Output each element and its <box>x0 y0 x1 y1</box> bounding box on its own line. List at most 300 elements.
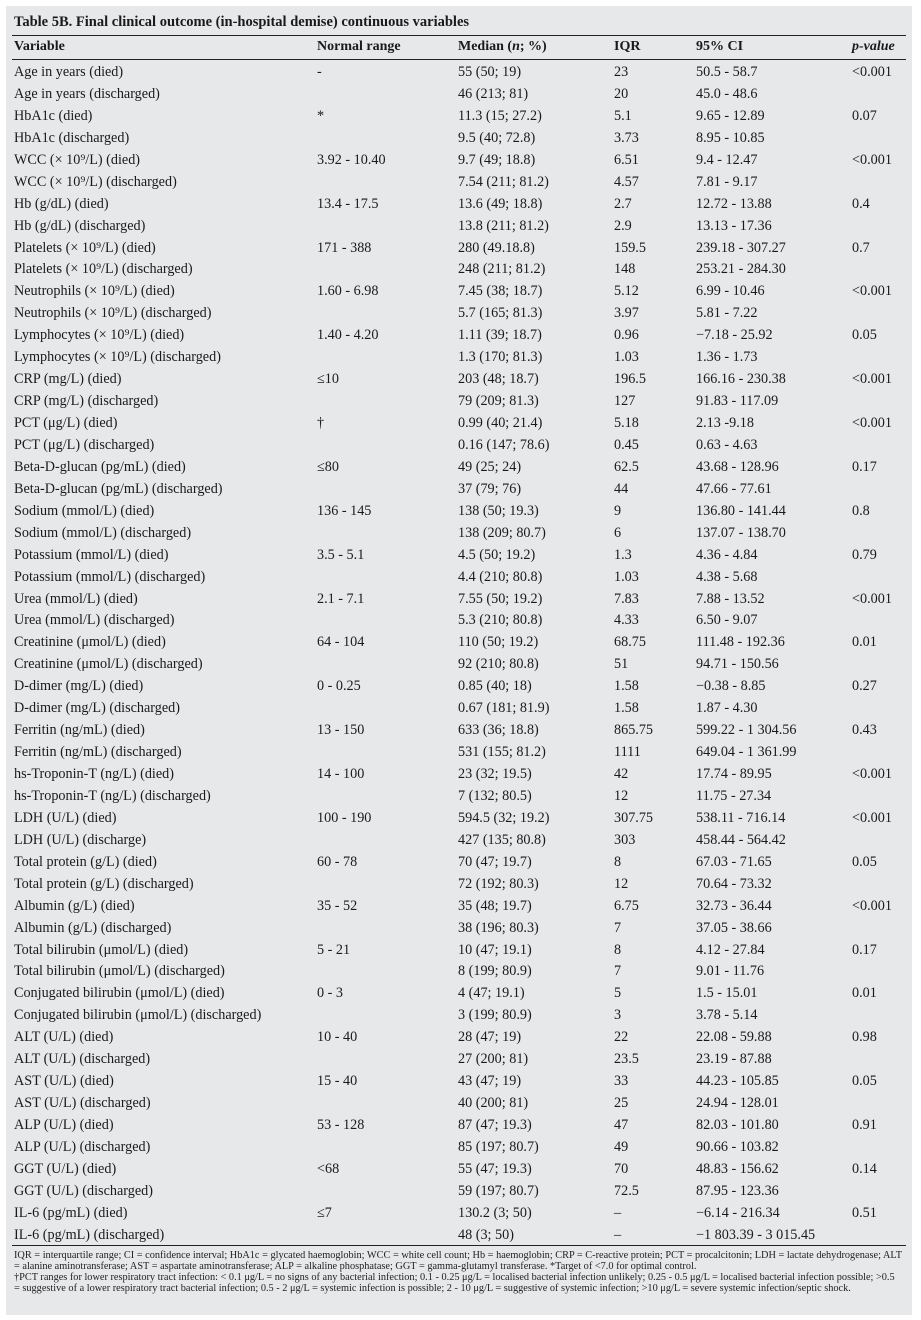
cell-median: 7.54 (211; 81.2) <box>458 173 549 190</box>
cell-variable: D-dimer (mg/L) (discharged) <box>14 700 180 717</box>
cell-iqr: – <box>614 1204 622 1221</box>
cell-median: 55 (50; 19) <box>458 64 522 80</box>
cell-median: 138 (50; 19.3) <box>458 502 539 519</box>
cell-iqr: 4.33 <box>614 612 639 629</box>
cell-iqr: 865.75 <box>614 722 654 739</box>
cell-pvalue: 0.05 <box>852 853 877 870</box>
cell-pvalue: 0.17 <box>852 458 877 475</box>
cell-median: 27 (200; 81) <box>458 1051 529 1068</box>
table-row <box>6 501 912 523</box>
cell-iqr: 1.3 <box>614 546 632 563</box>
table-row <box>6 918 912 940</box>
cell-median: 37 (79; 76) <box>458 480 522 497</box>
cell-iqr: 12 <box>614 787 629 804</box>
cell-iqr: 8 <box>614 941 622 958</box>
footnote-abbreviations: IQR = interquartile range; CI = confidence interval; HbA1c = glycated haemoglobin; WCC = white cell count; Hb = haemoglobin; CRP = C-reactive protein; PCT = procalcitonin; LDH = lactate dehydrogenase; ALT = alanine aminotransferase; AST = aspartate aminotransferase; ALP = alkaline phosphatase; GGT = gamma-glutamyl transferase. *Target of <7.0 for optimal control. <box>14 1250 902 1272</box>
cell-ci: 9.01 - 11.76 <box>696 963 765 980</box>
table-row <box>6 84 912 106</box>
cell-iqr: 0.96 <box>614 327 639 344</box>
cell-median: 1.3 (170; 81.3) <box>458 349 543 366</box>
table-row <box>6 874 912 896</box>
table-row <box>6 676 912 698</box>
cell-median: 48 (3; 50) <box>458 1226 514 1243</box>
cell-iqr: 7 <box>614 963 622 980</box>
cell-variable: Lymphocytes (× 10⁹/L) (discharged) <box>14 349 221 366</box>
cell-iqr: 1.58 <box>614 678 639 695</box>
cell-iqr: 196.5 <box>614 371 646 388</box>
header-ci: 95% CI <box>696 39 744 54</box>
cell-iqr: 0.45 <box>614 436 639 453</box>
table-row <box>6 1225 912 1247</box>
table-row <box>6 435 912 457</box>
cell-median: 633 (36; 18.8) <box>458 722 539 739</box>
cell-median: 9.5 (40; 72.8) <box>458 129 536 146</box>
cell-ci: −6.14 - 216.34 <box>696 1204 780 1221</box>
cell-iqr: 7.83 <box>614 590 639 607</box>
cell-median: 5.7 (165; 81.3) <box>458 305 543 322</box>
cell-variable: Neutrophils (× 10⁹/L) (died) <box>14 283 175 300</box>
cell-normal-range: 5 - 21 <box>317 941 351 958</box>
cell-iqr: 20 <box>614 85 629 102</box>
cell-variable: Neutrophils (× 10⁹/L) (discharged) <box>14 305 212 322</box>
table-row <box>6 1093 912 1115</box>
cell-median: 110 (50; 19.2) <box>458 634 539 651</box>
cell-pvalue: 0.91 <box>852 1117 877 1133</box>
cell-median: 5.3 (210; 80.8) <box>458 612 543 629</box>
cell-normal-range: * <box>317 107 325 124</box>
cell-normal-range: - <box>317 64 322 80</box>
cell-variable: HbA1c (discharged) <box>14 129 130 146</box>
cell-median: 248 (211; 81.2) <box>458 261 546 278</box>
cell-variable: GGT (U/L) (died) <box>14 1160 117 1177</box>
table-row <box>6 720 912 742</box>
cell-iqr: 33 <box>614 1073 629 1090</box>
cell-ci: 9.65 - 12.89 <box>696 107 765 124</box>
cell-pvalue: 0.01 <box>852 634 877 651</box>
cell-variable: Total bilirubin (μmol/L) (discharged) <box>14 963 225 980</box>
cell-variable: Beta-D-glucan (pg/mL) (discharged) <box>14 480 223 497</box>
cell-median: 46 (213; 81) <box>458 85 529 102</box>
cell-iqr: 127 <box>614 393 636 410</box>
cell-median: 13.8 (211; 81.2) <box>458 217 549 234</box>
cell-ci: 24.94 - 128.01 <box>696 1095 779 1112</box>
cell-variable: D-dimer (mg/L) (died) <box>14 678 144 695</box>
cell-median: 531 (155; 81.2) <box>458 744 546 761</box>
cell-median: 8 (199; 80.9) <box>458 963 532 980</box>
cell-variable: Creatinine (μmol/L) (died) <box>14 634 166 651</box>
cell-variable: Ferritin (ng/mL) (died) <box>14 722 145 739</box>
cell-pvalue: 0.14 <box>852 1160 877 1177</box>
cell-variable: Ferritin (ng/mL) (discharged) <box>14 744 182 761</box>
table-title: Table 5B. Final clinical outcome (in-hospital demise) continuous variables <box>14 14 470 30</box>
cell-ci: 23.19 - 87.88 <box>696 1051 772 1068</box>
table-row <box>6 1203 912 1225</box>
cell-iqr: 159.5 <box>614 239 646 256</box>
table-row <box>6 1049 912 1071</box>
table-row <box>6 1027 912 1049</box>
cell-ci: 0.63 - 4.63 <box>696 436 758 453</box>
cell-pvalue: 0.17 <box>852 941 877 958</box>
table-body <box>6 62 912 1247</box>
cell-iqr: 5.18 <box>614 415 639 431</box>
cell-normal-range: ≤80 <box>317 458 339 475</box>
cell-pvalue: 0.05 <box>852 1073 877 1090</box>
cell-normal-range: 53 - 128 <box>317 1117 365 1133</box>
cell-ci: 44.23 - 105.85 <box>696 1073 779 1090</box>
cell-normal-range: <68 <box>317 1160 340 1177</box>
cell-pvalue: <0.001 <box>852 151 892 168</box>
table-footnotes <box>14 1250 902 1294</box>
cell-normal-range: 1.60 - 6.98 <box>317 283 379 300</box>
cell-median: 11.3 (15; 27.2) <box>458 107 542 124</box>
cell-ci: 94.71 - 150.56 <box>696 656 779 673</box>
cell-ci: 7.88 - 13.52 <box>696 590 765 607</box>
cell-median: 0.67 (181; 81.9) <box>458 700 550 717</box>
cell-normal-range: † <box>317 415 325 431</box>
cell-variable: Conjugated bilirubin (μmol/L) (died) <box>14 985 225 1002</box>
table-row <box>6 194 912 216</box>
cell-ci: 91.83 - 117.09 <box>696 393 779 410</box>
cell-variable: Sodium (mmol/L) (died) <box>14 502 155 519</box>
cell-median: 1.11 (39; 18.7) <box>458 327 542 344</box>
cell-ci: 253.21 - 284.30 <box>696 261 786 278</box>
table-row <box>6 106 912 128</box>
cell-median: 9.7 (49; 18.8) <box>458 151 536 168</box>
table-row <box>6 172 912 194</box>
cell-normal-range: ≤10 <box>317 371 339 388</box>
table-row <box>6 1005 912 1027</box>
cell-ci: 70.64 - 73.32 <box>696 875 772 892</box>
cell-ci: 32.73 - 36.44 <box>696 897 772 914</box>
cell-median: 85 (197; 80.7) <box>458 1138 539 1155</box>
cell-pvalue: 0.51 <box>852 1204 877 1221</box>
cell-ci: 9.4 - 12.47 <box>696 151 758 168</box>
cell-median: 55 (47; 19.3) <box>458 1160 532 1177</box>
cell-iqr: 7 <box>614 919 622 936</box>
cell-iqr: 6.51 <box>614 151 639 168</box>
cell-iqr: 3.97 <box>614 305 639 322</box>
cell-variable: ALT (U/L) (discharged) <box>14 1051 151 1068</box>
cell-median: 28 (47; 19) <box>458 1029 522 1046</box>
table-row <box>6 940 912 962</box>
table-row <box>6 896 912 918</box>
cell-pvalue: 0.05 <box>852 327 877 344</box>
cell-variable: ALP (U/L) (died) <box>14 1117 114 1133</box>
cell-ci: 239.18 - 307.27 <box>696 239 786 256</box>
cell-median: 87 (47; 19.3) <box>458 1117 532 1133</box>
cell-ci: 47.66 - 77.61 <box>696 480 772 497</box>
table-row <box>6 1159 912 1181</box>
cell-normal-range: 0 - 3 <box>317 985 344 1002</box>
cell-ci: −7.18 - 25.92 <box>696 327 773 344</box>
table-row <box>6 1181 912 1203</box>
cell-variable: LDH (U/L) (discharge) <box>14 831 147 848</box>
cell-ci: 90.66 - 103.82 <box>696 1138 779 1155</box>
cell-ci: −1 803.39 - 3 015.45 <box>696 1226 816 1243</box>
cell-ci: 4.12 - 27.84 <box>696 941 765 958</box>
cell-ci: 3.78 - 5.14 <box>696 1007 758 1024</box>
cell-pvalue: <0.001 <box>852 371 892 388</box>
table-row <box>6 830 912 852</box>
cell-normal-range: 60 - 78 <box>317 853 358 870</box>
table-row <box>6 1137 912 1159</box>
cell-variable: WCC (× 10⁹/L) (discharged) <box>14 173 177 190</box>
cell-iqr: 23.5 <box>614 1051 639 1068</box>
cell-median: 427 (135; 80.8) <box>458 831 546 848</box>
cell-ci: 4.38 - 5.68 <box>696 568 758 585</box>
cell-iqr: 5.12 <box>614 283 639 300</box>
header-variable: Variable <box>14 39 65 54</box>
table-row <box>6 589 912 611</box>
table-row <box>6 62 912 84</box>
cell-variable: Age in years (died) <box>14 64 124 80</box>
cell-median: 38 (196; 80.3) <box>458 919 539 936</box>
table-row <box>6 150 912 172</box>
cell-median: 0.99 (40; 21.4) <box>458 415 543 431</box>
cell-median: 0.85 (40; 18) <box>458 678 532 695</box>
cell-median: 13.6 (49; 18.8) <box>458 195 543 212</box>
cell-ci: 2.13 -9.18 <box>696 415 754 431</box>
cell-normal-range: 13.4 - 17.5 <box>317 195 379 212</box>
cell-normal-range: 15 - 40 <box>317 1073 358 1090</box>
cell-iqr: 307.75 <box>614 809 654 826</box>
table-row <box>6 1115 912 1137</box>
table-row <box>6 216 912 238</box>
cell-pvalue: <0.001 <box>852 283 892 300</box>
table-row <box>6 413 912 435</box>
cell-ci: 136.80 - 141.44 <box>696 502 786 519</box>
cell-iqr: 3 <box>614 1007 622 1024</box>
cell-ci: 13.13 - 17.36 <box>696 217 772 234</box>
table-row <box>6 457 912 479</box>
cell-variable: PCT (μg/L) (discharged) <box>14 436 155 453</box>
cell-median: 4 (47; 19.1) <box>458 985 525 1002</box>
cell-variable: Total protein (g/L) (died) <box>14 853 157 870</box>
cell-median: 0.16 (147; 78.6) <box>458 436 550 453</box>
table-row <box>6 391 912 413</box>
cell-iqr: 6.75 <box>614 897 639 914</box>
cell-iqr: 148 <box>614 261 636 278</box>
cell-iqr: 9 <box>614 502 622 519</box>
cell-ci: 37.05 - 38.66 <box>696 919 772 936</box>
cell-normal-range: 13 - 150 <box>317 722 365 739</box>
cell-median: 43 (47; 19) <box>458 1073 522 1090</box>
cell-median: 138 (209; 80.7) <box>458 524 546 541</box>
cell-median: 7.55 (50; 19.2) <box>458 590 543 607</box>
cell-variable: Albumin (g/L) (died) <box>14 897 135 914</box>
cell-pvalue: 0.27 <box>852 678 877 695</box>
table-row <box>6 654 912 676</box>
cell-variable: IL-6 (pg/mL) (died) <box>14 1204 128 1221</box>
cell-ci: 458.44 - 564.42 <box>696 831 786 848</box>
table-row <box>6 632 912 654</box>
cell-variable: PCT (μg/L) (died) <box>14 415 118 431</box>
cell-variable: Conjugated bilirubin (μmol/L) (discharged) <box>14 1007 262 1024</box>
cell-median: 10 (47; 19.1) <box>458 941 532 958</box>
table-row <box>6 698 912 720</box>
cell-iqr: 44 <box>614 480 629 497</box>
cell-normal-range: 14 - 100 <box>317 766 365 782</box>
cell-iqr: 2.9 <box>614 217 632 234</box>
cell-variable: HbA1c (died) <box>14 107 93 124</box>
cell-variable: WCC (× 10⁹/L) (died) <box>14 151 141 168</box>
cell-variable: LDH (U/L) (died) <box>14 809 117 826</box>
cell-pvalue: 0.98 <box>852 1029 877 1046</box>
cell-variable: AST (U/L) (died) <box>14 1073 114 1090</box>
cell-iqr: – <box>614 1226 622 1243</box>
cell-ci: 67.03 - 71.65 <box>696 853 772 870</box>
cell-median: 72 (192; 80.3) <box>458 875 539 892</box>
cell-variable: AST (U/L) (discharged) <box>14 1095 151 1112</box>
cell-variable: Potassium (mmol/L) (died) <box>14 546 169 563</box>
cell-variable: Platelets (× 10⁹/L) (died) <box>14 239 156 256</box>
cell-ci: 111.48 - 192.36 <box>696 634 785 651</box>
table-row <box>6 128 912 150</box>
cell-normal-range: 136 - 145 <box>317 502 372 519</box>
cell-iqr: 2.7 <box>614 195 632 212</box>
cell-ci: 1.5 - 15.01 <box>696 985 758 1002</box>
cell-variable: IL-6 (pg/mL) (discharged) <box>14 1226 165 1243</box>
cell-variable: Hb (g/dL) (discharged) <box>14 217 146 234</box>
cell-normal-range: 3.5 - 5.1 <box>317 546 365 563</box>
cell-variable: CRP (mg/L) (discharged) <box>14 393 159 410</box>
cell-pvalue: 0.01 <box>852 985 877 1002</box>
cell-ci: 1.87 - 4.30 <box>696 700 758 717</box>
cell-ci: 50.5 - 58.7 <box>696 64 758 80</box>
table-row <box>6 786 912 808</box>
cell-ci: 5.81 - 7.22 <box>696 305 758 322</box>
cell-iqr: 1.03 <box>614 568 639 585</box>
cell-iqr: 6 <box>614 524 622 541</box>
table-row <box>6 281 912 303</box>
cell-variable: Urea (mmol/L) (discharged) <box>14 612 175 629</box>
cell-variable: ALP (U/L) (discharged) <box>14 1138 151 1155</box>
cell-iqr: 72.5 <box>614 1182 639 1199</box>
cell-pvalue: <0.001 <box>852 590 892 607</box>
table-panel <box>6 6 912 1315</box>
cell-iqr: 25 <box>614 1095 629 1112</box>
cell-ci: −0.38 - 8.85 <box>696 678 766 695</box>
header-iqr: IQR <box>614 39 641 54</box>
cell-normal-range: 2.1 - 7.1 <box>317 590 365 607</box>
cell-iqr: 303 <box>614 831 636 848</box>
cell-normal-range: 100 - 190 <box>317 809 372 826</box>
table-row <box>6 567 912 589</box>
bottom-rule <box>12 1245 906 1246</box>
cell-median: 7.45 (38; 18.7) <box>458 283 543 300</box>
table-row <box>6 523 912 545</box>
cell-iqr: 8 <box>614 853 622 870</box>
cell-ci: 82.03 - 101.80 <box>696 1117 779 1133</box>
cell-variable: Platelets (× 10⁹/L) (discharged) <box>14 261 193 278</box>
cell-median: 35 (48; 19.7) <box>458 897 532 914</box>
cell-median: 92 (210; 80.8) <box>458 656 539 673</box>
cell-ci: 22.08 - 59.88 <box>696 1029 772 1046</box>
table-row <box>6 983 912 1005</box>
cell-iqr: 70 <box>614 1160 629 1177</box>
cell-ci: 7.81 - 9.17 <box>696 173 758 190</box>
table-row <box>6 742 912 764</box>
cell-ci: 137.07 - 138.70 <box>696 524 786 541</box>
cell-ci: 43.68 - 128.96 <box>696 458 779 475</box>
top-rule <box>12 35 906 36</box>
cell-iqr: 47 <box>614 1117 629 1133</box>
cell-iqr: 22 <box>614 1029 629 1046</box>
cell-pvalue: 0.7 <box>852 239 870 256</box>
cell-pvalue: <0.001 <box>852 766 892 782</box>
cell-ci: 8.95 - 10.85 <box>696 129 765 146</box>
table-row <box>6 545 912 567</box>
cell-ci: 11.75 - 27.34 <box>696 787 772 804</box>
cell-iqr: 51 <box>614 656 629 673</box>
table-row <box>6 764 912 786</box>
cell-variable: hs-Troponin-T (ng/L) (discharged) <box>14 787 211 804</box>
cell-variable: Total protein (g/L) (discharged) <box>14 875 194 892</box>
cell-variable: Beta-D-glucan (pg/mL) (died) <box>14 458 186 475</box>
cell-pvalue: <0.001 <box>852 897 892 914</box>
cell-variable: Age in years (discharged) <box>14 85 160 102</box>
cell-iqr: 62.5 <box>614 458 639 475</box>
table-row <box>6 852 912 874</box>
cell-iqr: 23 <box>614 64 629 80</box>
cell-median: 59 (197; 80.7) <box>458 1182 539 1199</box>
table-row <box>6 325 912 347</box>
cell-variable: Potassium (mmol/L) (discharged) <box>14 568 206 585</box>
cell-variable: Sodium (mmol/L) (discharged) <box>14 524 192 541</box>
cell-variable: ALT (U/L) (died) <box>14 1029 114 1046</box>
cell-variable: Lymphocytes (× 10⁹/L) (died) <box>14 327 185 344</box>
cell-ci: 17.74 - 89.95 <box>696 766 772 782</box>
cell-median: 4.5 (50; 19.2) <box>458 546 536 563</box>
cell-median: 23 (32; 19.5) <box>458 766 532 782</box>
cell-iqr: 1111 <box>614 744 641 761</box>
cell-iqr: 42 <box>614 766 629 782</box>
cell-median: 49 (25; 24) <box>458 458 522 475</box>
cell-median: 7 (132; 80.5) <box>458 787 532 804</box>
cell-ci: 166.16 - 230.38 <box>696 371 786 388</box>
cell-ci: 538.11 - 716.14 <box>696 809 786 826</box>
cell-variable: hs-Troponin-T (ng/L) (died) <box>14 766 174 782</box>
cell-ci: 45.0 - 48.6 <box>696 85 758 102</box>
cell-normal-range: 35 - 52 <box>317 897 358 914</box>
cell-ci: 12.72 - 13.88 <box>696 195 772 212</box>
cell-ci: 48.83 - 156.62 <box>696 1160 779 1177</box>
table-header-row <box>6 37 912 57</box>
cell-ci: 6.50 - 9.07 <box>696 612 758 629</box>
cell-ci: 649.04 - 1 361.99 <box>696 744 797 761</box>
cell-pvalue: 0.4 <box>852 195 870 212</box>
cell-iqr: 49 <box>614 1138 629 1155</box>
table-row <box>6 610 912 632</box>
cell-median: 40 (200; 81) <box>458 1095 529 1112</box>
cell-normal-range: 3.92 - 10.40 <box>317 151 386 168</box>
cell-normal-range: 0 - 0.25 <box>317 678 361 695</box>
cell-pvalue: 0.43 <box>852 722 877 739</box>
header-normal-range: Normal range <box>317 39 401 54</box>
cell-normal-range: 1.40 - 4.20 <box>317 327 379 344</box>
cell-pvalue: <0.001 <box>852 64 892 80</box>
header-median: Median (n; %) <box>458 39 547 54</box>
cell-ci: 599.22 - 1 304.56 <box>696 722 797 739</box>
cell-median: 280 (49.18.8) <box>458 239 535 256</box>
cell-median: 203 (48; 18.7) <box>458 371 539 388</box>
header-rule <box>12 59 906 60</box>
cell-median: 130.2 (3; 50) <box>458 1204 532 1221</box>
header-pvalue: p-value <box>852 39 895 54</box>
cell-variable: GGT (U/L) (discharged) <box>14 1182 153 1199</box>
cell-median: 79 (209; 81.3) <box>458 393 539 410</box>
cell-normal-range: 64 - 104 <box>317 634 365 651</box>
